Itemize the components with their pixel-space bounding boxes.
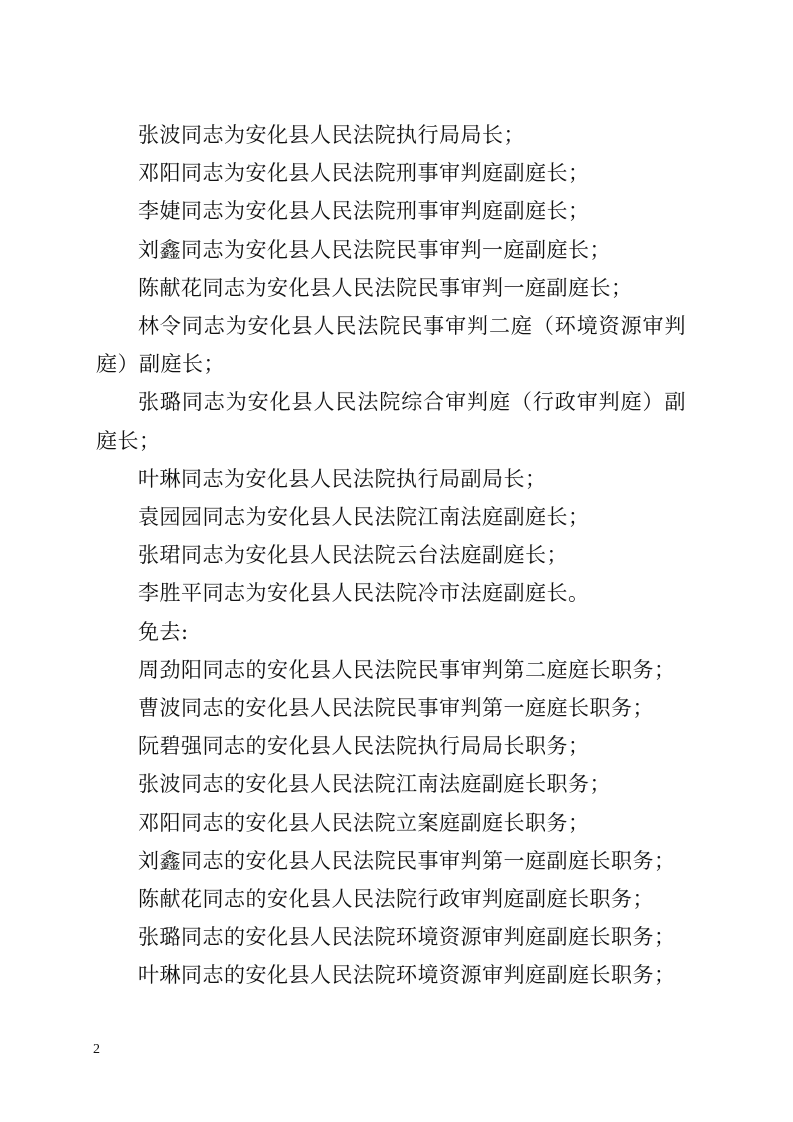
paragraph: 叶琳同志的安化县人民法院环境资源审判庭副庭长职务； xyxy=(138,963,676,988)
paragraph: 陈献花同志的安化县人民法院行政审判庭副庭长职务； xyxy=(138,887,654,912)
paragraph: 邓阳同志的安化县人民法院立案庭副庭长职务； xyxy=(138,810,590,835)
paragraph: 张波同志为安化县人民法院执行局局长； xyxy=(138,123,525,147)
paragraph: 陈献花同志为安化县人民法院民事审判一庭副庭长； xyxy=(138,275,633,300)
document-body xyxy=(96,116,686,995)
paragraph: 周劲阳同志的安化县人民法院民事审判第二庭庭长职务； xyxy=(138,657,676,682)
paragraph: 邓阳同志为安化县人民法院刑事审判庭副庭长； xyxy=(138,161,590,186)
paragraph: 林令同志为安化县人民法院民事审判二庭（环境资源审判庭）副庭长； xyxy=(96,314,686,377)
paragraph: 张波同志的安化县人民法院江南法庭副庭长职务； xyxy=(138,772,611,797)
paragraph: 张珺同志为安化县人民法院云台法庭副庭长； xyxy=(138,543,568,568)
paragraph: 曹波同志的安化县人民法院民事审判第一庭庭长职务； xyxy=(138,696,654,721)
paragraph: 袁园园同志为安化县人民法院江南法庭副庭长； xyxy=(138,505,590,530)
paragraph: 刘鑫同志为安化县人民法院民事审判一庭副庭长； xyxy=(138,237,611,262)
paragraph: 张璐同志为安化县人民法院综合审判庭（行政审判庭）副庭长； xyxy=(96,390,686,453)
paragraph: 刘鑫同志的安化县人民法院民事审判第一庭副庭长职务； xyxy=(138,848,676,873)
paragraph: 叶琳同志为安化县人民法院执行局副局长； xyxy=(138,466,547,491)
paragraph: 李胜平同志为安化县人民法院冷市法庭副庭长。 xyxy=(138,581,590,606)
section-heading-dismissals: 免去: xyxy=(138,619,189,644)
paragraph: 李婕同志为安化县人民法院刑事审判庭副庭长； xyxy=(138,199,590,224)
paragraph: 阮碧强同志的安化县人民法院执行局局长职务； xyxy=(138,734,590,759)
paragraph: 张璐同志的安化县人民法院环境资源审判庭副庭长职务； xyxy=(138,925,676,950)
page-number: 2 xyxy=(93,1042,100,1057)
